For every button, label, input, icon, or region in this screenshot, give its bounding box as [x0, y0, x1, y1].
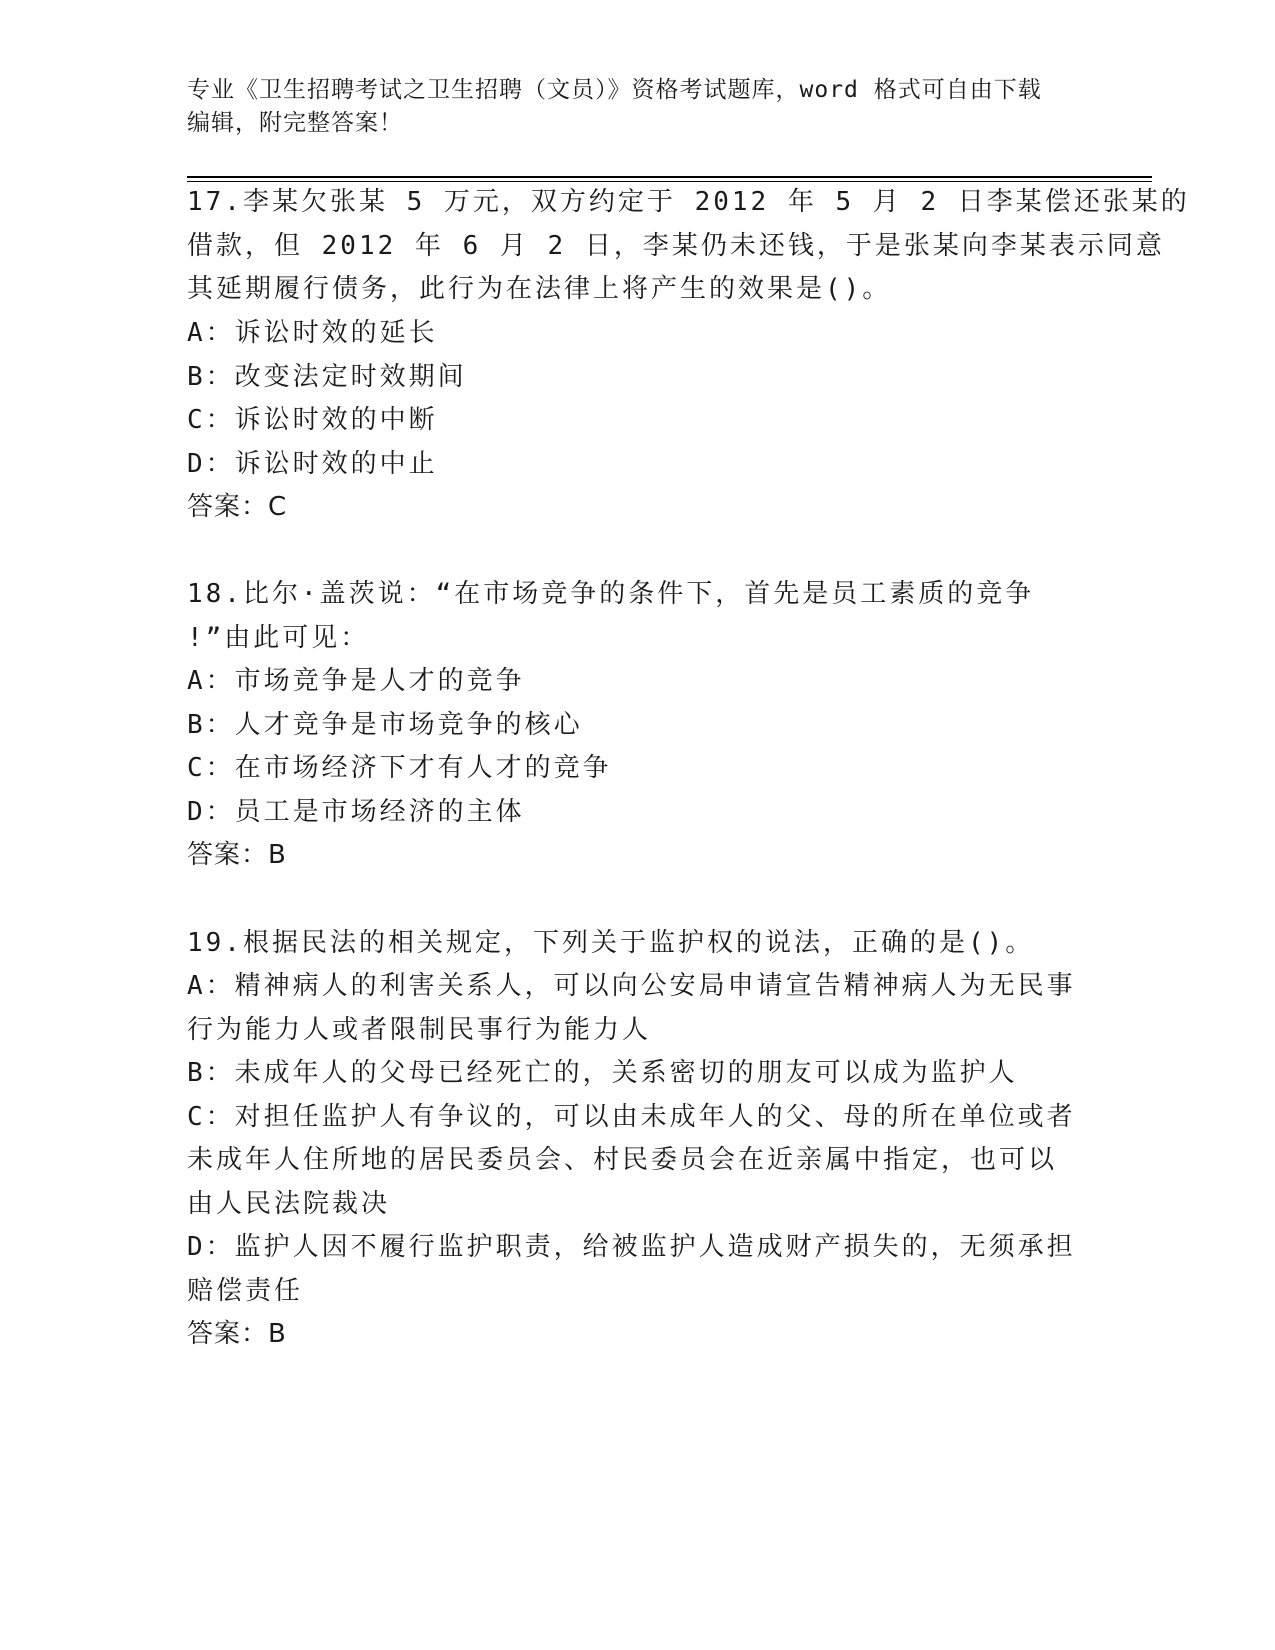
q18-option-a: A：市场竞争是人才的竞争	[187, 666, 525, 696]
q18-stem-line-2: !”由此可见：	[187, 623, 370, 653]
q17-stem-line-3: 其延期履行债务，此行为在法律上将产生的效果是()。	[187, 274, 892, 304]
q19-option-c-line-1: C：对担任监护人有争议的，可以由未成年人的父、母的所在单位或者	[187, 1102, 1076, 1132]
q19-option-d-line-2: 赔偿责任	[187, 1276, 304, 1306]
q18-stem-line-1: 18.比尔·盖茨说：“在市场竞争的条件下，首先是员工素质的竞争	[187, 579, 1035, 609]
header-rule-thick	[187, 176, 1152, 178]
q17-option-d: D：诉讼时效的中止	[187, 449, 438, 479]
q19-answer: 答案：B	[187, 1319, 287, 1349]
q19-option-a-line-2: 行为能力人或者限制民事行为能力人	[187, 1015, 652, 1045]
q17-stem-line-2: 借款，但 2012 年 6 月 2 日，李某仍未还钱，于是张某向李某表示同意	[187, 231, 1165, 261]
q17-option-c: C：诉讼时效的中断	[187, 405, 438, 435]
header-rule-thin	[187, 181, 1152, 182]
q18-option-b: B：人才竞争是市场竞争的核心	[187, 710, 583, 740]
q18-answer: 答案：B	[187, 840, 287, 870]
q19-stem-line-1: 19.根据民法的相关规定，下列关于监护权的说法，正确的是()。	[187, 928, 1035, 958]
q18-option-c: C：在市场经济下才有人才的竞争	[187, 753, 612, 783]
q17-answer: 答案：C	[187, 492, 288, 522]
header-line-1: 专业《卫生招聘考试之卫生招聘（文员）》资格考试题库，word 格式可自由下载	[187, 77, 1042, 103]
header-line-2: 编辑，附完整答案！	[187, 110, 403, 136]
q17-option-b: B：改变法定时效期间	[187, 362, 467, 392]
q19-option-d-line-1: D：监护人因不履行监护职责，给被监护人造成财产损失的，无须承担	[187, 1232, 1076, 1262]
document-header	[187, 74, 1087, 140]
q19-option-c-line-3: 由人民法院裁决	[187, 1189, 391, 1219]
q19-option-a-line-1: A：精神病人的利害关系人，可以向公安局申请宣告精神病人为无民事	[187, 971, 1076, 1001]
q19-option-c-line-2: 未成年人住所地的居民委员会、村民委员会在近亲属中指定，也可以	[187, 1145, 1058, 1175]
q17-option-a: A：诉讼时效的延长	[187, 318, 438, 348]
q19-option-b: B：未成年人的父母已经死亡的，关系密切的朋友可以成为监护人	[187, 1058, 1018, 1088]
q18-option-d: D：员工是市场经济的主体	[187, 797, 525, 827]
q17-stem-line-1: 17.李某欠张某 5 万元，双方约定于 2012 年 5 月 2 日李某偿还张某的	[187, 187, 1190, 217]
